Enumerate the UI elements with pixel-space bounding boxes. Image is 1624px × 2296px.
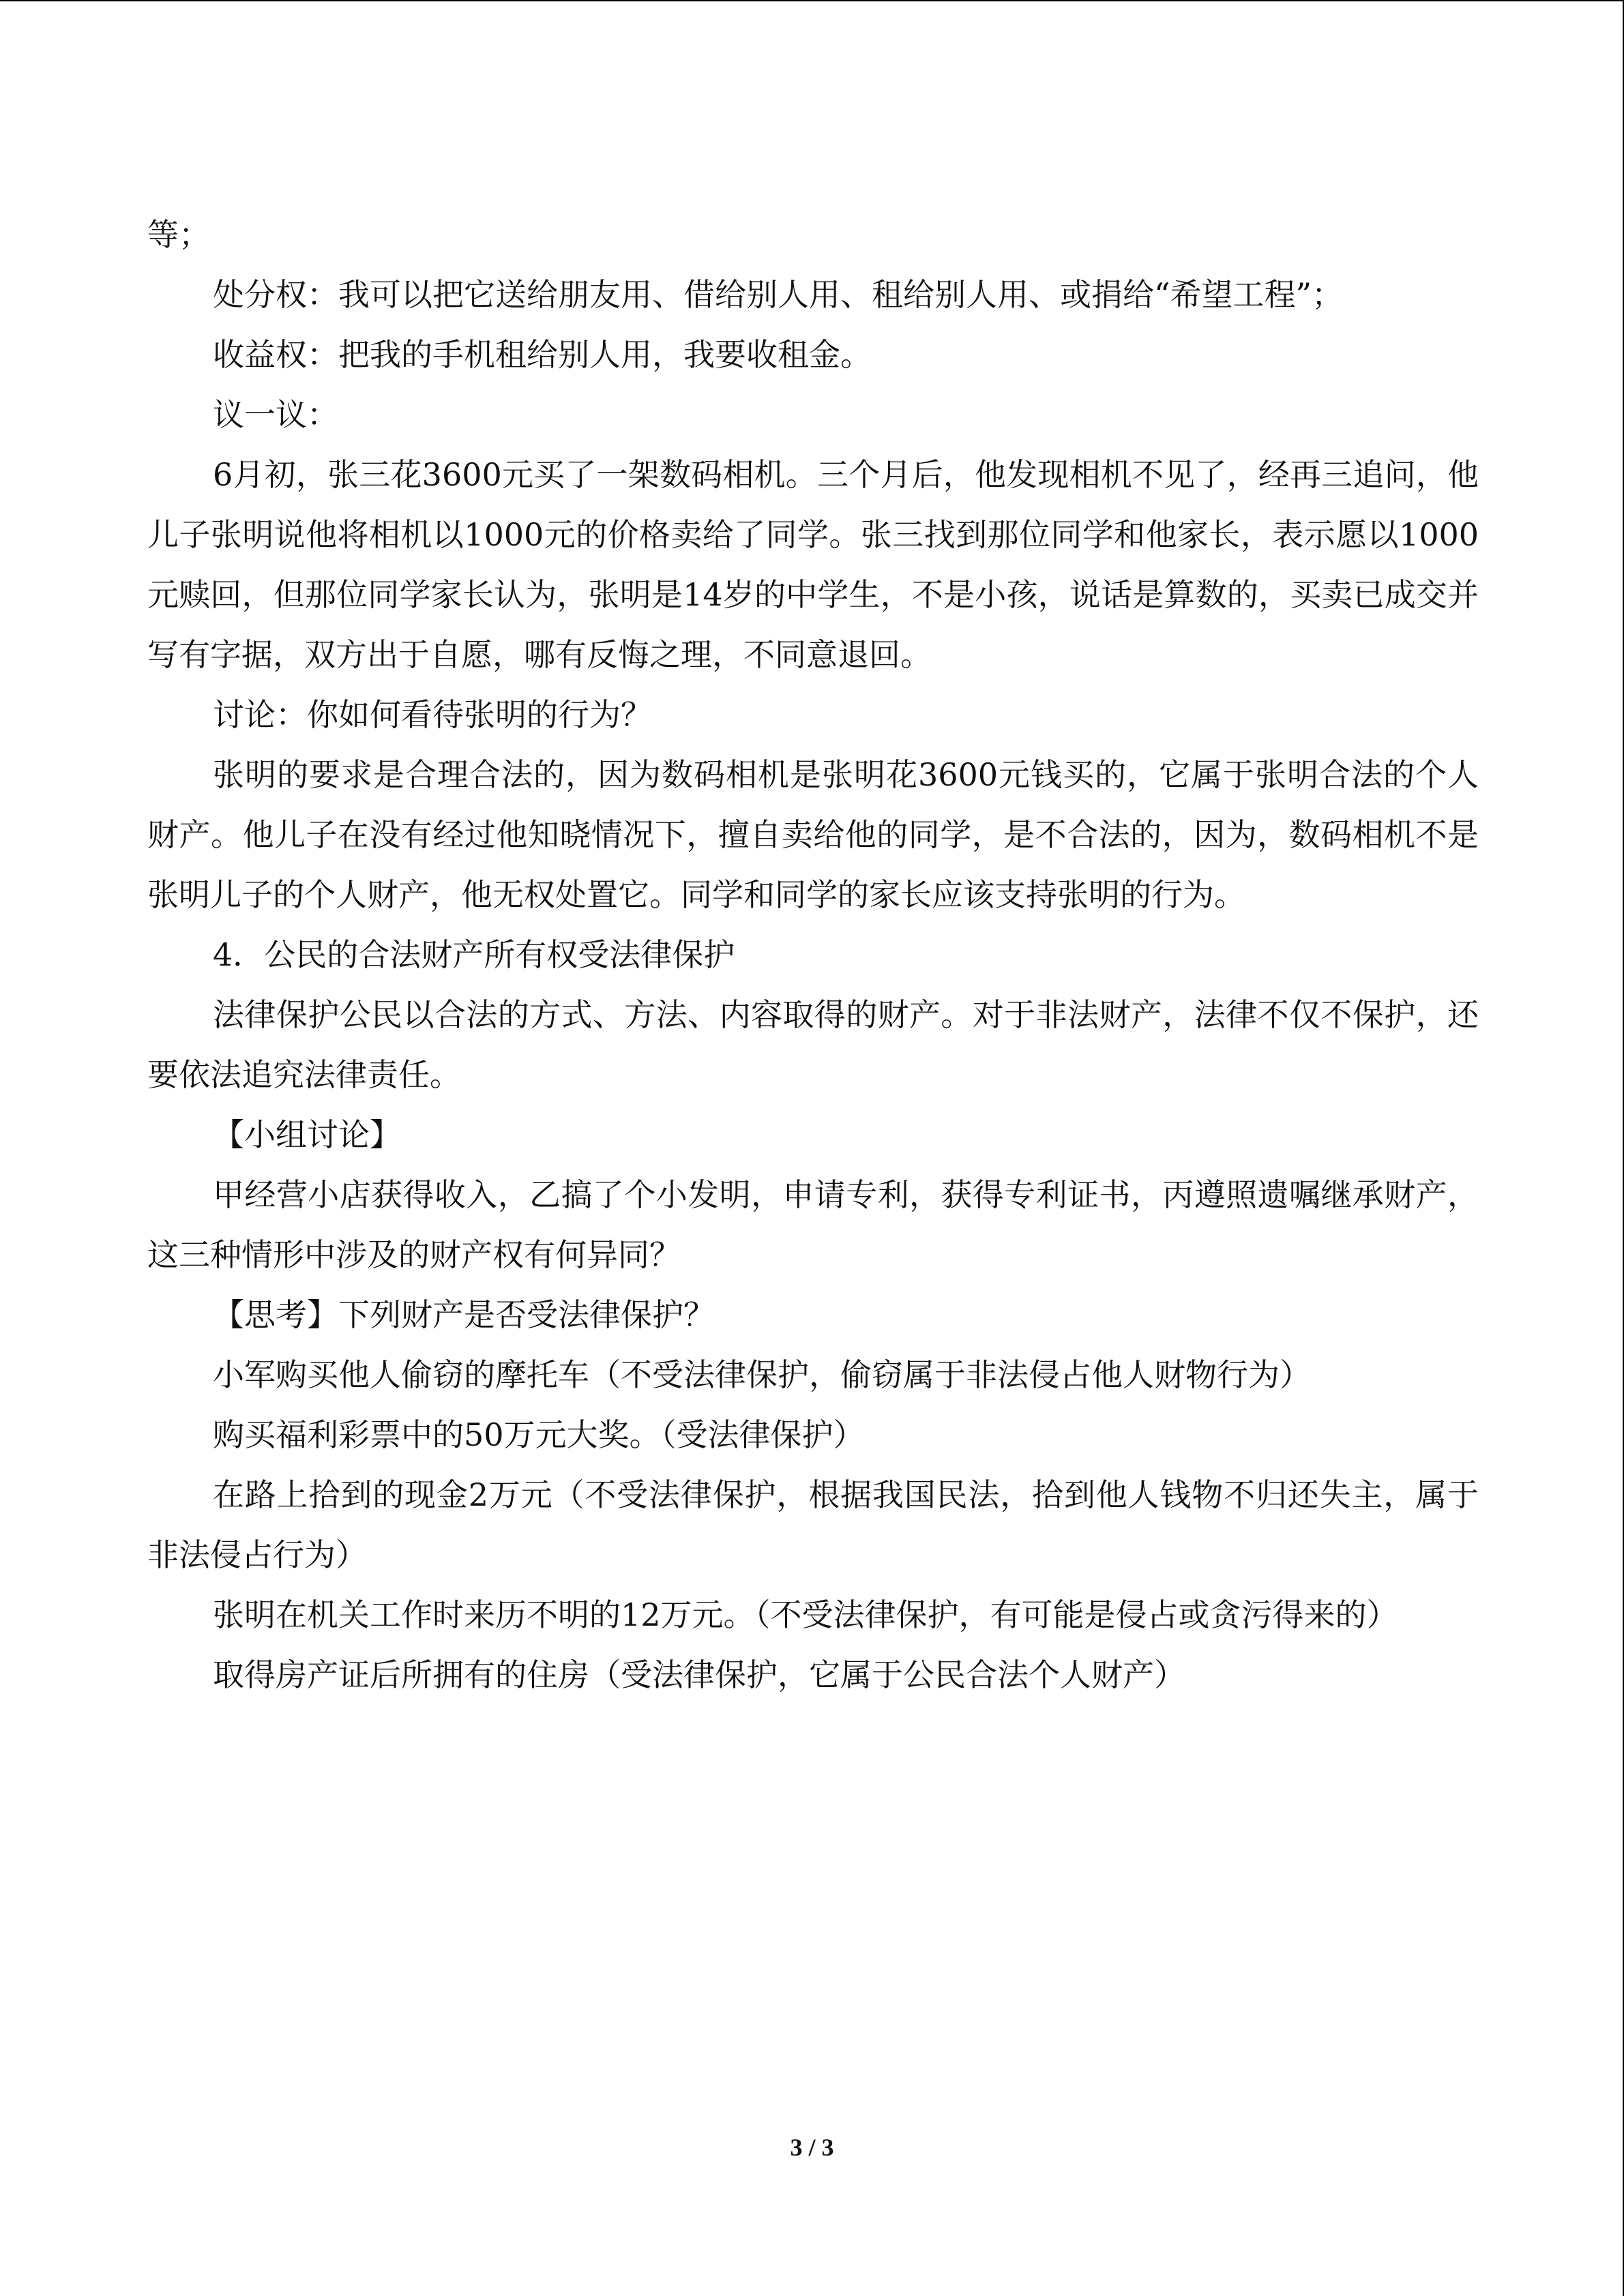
paragraph-group-discussion-label: 【小组讨论】 xyxy=(213,1116,401,1153)
document-body xyxy=(147,205,1479,1705)
section-heading-4: 4．公民的合法财产所有权受法律保护 xyxy=(213,936,735,973)
paragraph-item-found-cash: 在路上拾到的现金2万元（不受法律保护，根据我国民法，拾到他人钱物不归还失主，属于非法侵占行为） xyxy=(147,1476,1479,1573)
paragraph-think-label: 【思考】下列财产是否受法律保护？ xyxy=(213,1296,715,1333)
paragraph-item-lottery: 购买福利彩票中的50万元大奖。（受法律保护） xyxy=(213,1416,865,1453)
paragraph-item-unknown-money: 张明在机关工作时来历不明的12万元。（不受法律保护，有可能是侵占或贪污得来的） xyxy=(213,1596,1398,1633)
paragraph-income-right: 收益权：把我的手机租给别人用，我要收租金。 xyxy=(213,336,872,373)
paragraph-discussion-question: 讨论：你如何看待张明的行为？ xyxy=(213,696,652,733)
paragraph-discuss-heading: 议一议： xyxy=(213,396,338,433)
paragraph-disposal-right: 处分权：我可以把它送给朋友用、借给别人用、租给别人用、或捐给“希望工程”； xyxy=(213,276,1344,313)
paragraph-item-motorcycle: 小军购买他人偷窃的摩托车（不受法律保护，偷窃属于非法侵占他人财物行为） xyxy=(213,1356,1311,1393)
paragraph-discussion-answer: 张明的要求是合理合法的，因为数码相机是张明花3600元钱买的，它属于张明合法的个人财产。他儿子在没有经过他知晓情况下，擅自卖给他的同学，是不合法的，因为，数码相机不是张明儿子的个人财产，他无权处置它。同学和同学的家长应该支持张明的行为。 xyxy=(147,756,1479,913)
paragraph-law-protection: 法律保护公民以合法的方式、方法、内容取得的财产。对于非法财产，法律不仅不保护，还要依法追究法律责任。 xyxy=(147,996,1479,1093)
paragraph-continuation: 等； xyxy=(147,216,210,253)
paragraph-item-house: 取得房产证后所拥有的住房（受法律保护，它属于公民合法个人财产） xyxy=(213,1656,1185,1693)
paragraph-group-discussion: 甲经营小店获得收入，乙搞了个小发明，申请专利，获得专利证书，丙遵照遗嘱继承财产，这三种情形中涉及的财产权有何异同？ xyxy=(147,1176,1479,1273)
paragraph-camera-case: 6月初，张三花3600元买了一架数码相机。三个月后，他发现相机不见了，经再三追问，他儿子张明说他将相机以1000元的价格卖给了同学。张三找到那位同学和他家长，表示愿以1000元赎回，但那位同学家长认为，张明是14岁的中学生，不是小孩，说话是算数的，买卖已成交并写有字据，双方出于自愿，哪有反悔之理，不同意退回。 xyxy=(147,456,1479,673)
page-number: 3 / 3 xyxy=(790,2134,834,2161)
